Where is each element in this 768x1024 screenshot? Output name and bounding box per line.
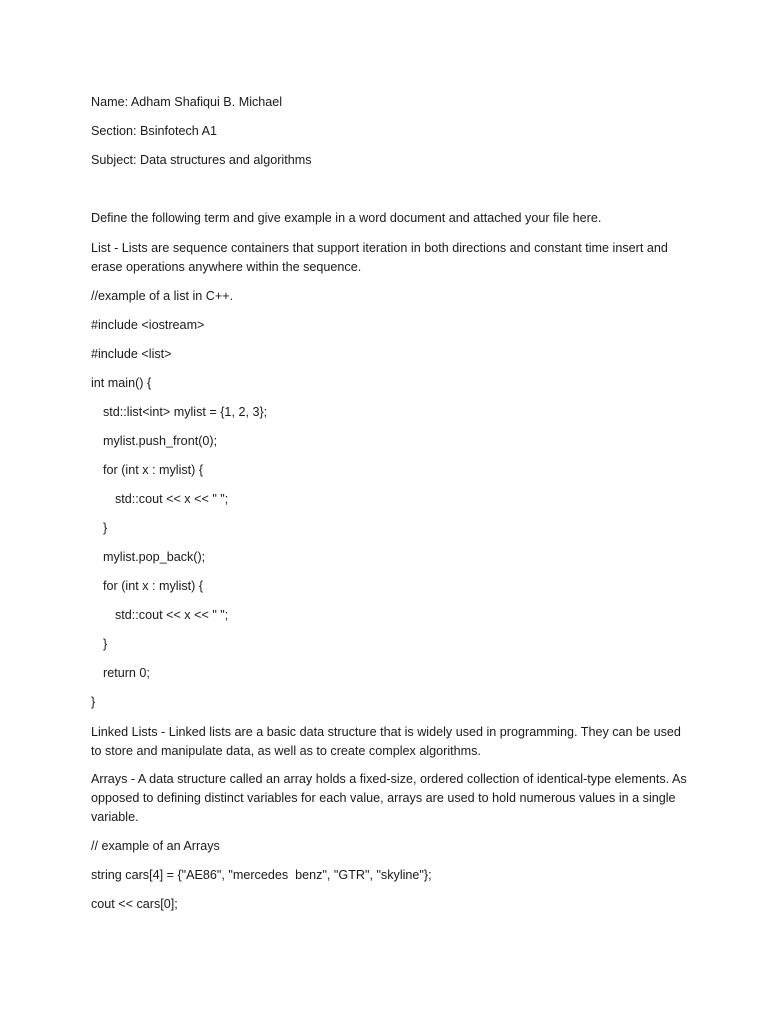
code-line: std::list<int> mylist = {1, 2, 3}; [103, 405, 268, 419]
list-example-comment: //example of a list in C++. [91, 289, 234, 303]
code-line: mylist.push_front(0); [103, 434, 218, 448]
code-line: std::cout << x << " "; [115, 492, 229, 506]
instructions: Define the following term and give example in a word document and attached your file here. [91, 211, 602, 225]
code-line: } [103, 521, 108, 535]
code-line: #include <iostream> [91, 318, 205, 332]
subject: Subject: Data structures and algorithms [91, 153, 312, 167]
arrays-definition: Arrays - A data structure called an array holds a fixed-size, ordered collection of identical-type elements. As opposed to defining distinct variables for each value, arrays are used to hold numerous values in a single variable. [91, 772, 687, 824]
code-line: cout << cars[0]; [91, 897, 178, 911]
code-line: mylist.pop_back(); [103, 550, 206, 564]
student-section: Section: Bsinfotech A1 [91, 124, 218, 138]
code-line: std::cout << x << " "; [115, 608, 229, 622]
code-line: } [103, 637, 108, 651]
code-line: string cars[4] = {"AE86", "mercedes benz", "GTR", "skyline"}; [91, 868, 432, 882]
list-definition: List - Lists are sequence containers that support iteration in both directions and constant time insert and erase operations anywhere within the sequence. [91, 241, 668, 274]
code-line: for (int x : mylist) { [103, 579, 204, 593]
arrays-example-comment: // example of an Arrays [91, 839, 220, 853]
code-line: #include <list> [91, 347, 172, 361]
student-name: Name: Adham Shafiqui B. Michael [91, 95, 283, 109]
code-line: } [91, 695, 96, 709]
linked-lists-definition: Linked Lists - Linked lists are a basic data structure that is widely used in programming. They can be used to store and manipulate data, as well as to create complex algorithms. [91, 725, 681, 758]
code-line: int main() { [91, 376, 152, 390]
code-line: for (int x : mylist) { [103, 463, 204, 477]
code-line: return 0; [103, 666, 150, 680]
